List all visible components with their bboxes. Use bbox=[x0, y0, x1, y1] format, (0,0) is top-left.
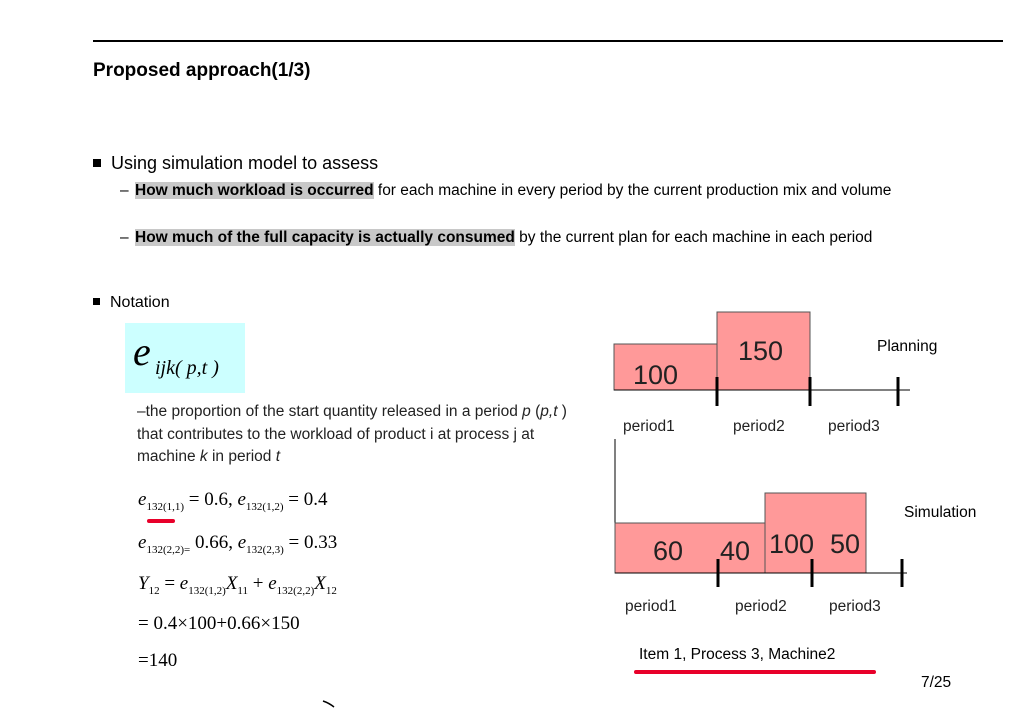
bullet-notation bbox=[93, 294, 170, 312]
sub-bullet-capacity bbox=[120, 227, 980, 249]
simulation-xtick: period1 bbox=[625, 598, 677, 615]
simulation-value-100: 100 bbox=[769, 529, 815, 559]
page-number: 7/25 bbox=[921, 674, 952, 691]
notation-formula-box bbox=[125, 323, 245, 393]
planning-label: Planning bbox=[877, 338, 938, 355]
bullet-text: Using simulation model to assess bbox=[111, 153, 379, 173]
equation-line-3: $Y_{12} = e_{132(1,2)}X_{11} + e_{132(2,2)}X_{12}$ bbox=[138, 573, 337, 597]
simulation-value-50: 50 bbox=[830, 529, 861, 559]
simulation-xtick: period3 bbox=[829, 598, 881, 615]
equation-line-2: $e_{132(2,2)=}$ 0.66, $e_{132(2,3)} = 0.33$ bbox=[138, 532, 338, 556]
planning-xtick: period1 bbox=[623, 418, 675, 435]
simulation-label: Simulation bbox=[904, 504, 977, 521]
dash: – bbox=[120, 182, 129, 199]
underline-mark bbox=[147, 519, 175, 523]
caption-underline bbox=[634, 670, 876, 674]
header-rule bbox=[93, 40, 1003, 42]
simulation-xtick: period2 bbox=[735, 598, 787, 615]
sub-bullet-bold: How much of the full capacity is actually consumed bbox=[135, 229, 515, 246]
equation-line-1: $e_{132(1,1)} = 0.6$, $e_{132(1,2)} = 0.4$ bbox=[138, 489, 328, 513]
chart-caption: Item 1, Process 3, Machine2 bbox=[639, 646, 836, 663]
bullet-text: Notation bbox=[110, 294, 170, 311]
planning-value-100: 100 bbox=[633, 360, 679, 390]
notation-symbol: e bbox=[133, 329, 151, 374]
sub-bullet-workload bbox=[120, 180, 980, 202]
notation-subscript: ijk( p,t ) bbox=[155, 357, 219, 379]
planning-value-150: 150 bbox=[738, 336, 784, 366]
simulation-value-40: 40 bbox=[720, 536, 751, 566]
simulation-value-60: 60 bbox=[653, 536, 684, 566]
sub-bullet-text: by the current plan for each machine in each period bbox=[514, 229, 873, 246]
square-bullet-icon bbox=[93, 159, 101, 167]
sub-bullet-text: for each machine in every period by the current production mix and volume bbox=[373, 182, 892, 199]
planning-xtick: period3 bbox=[828, 418, 880, 435]
planning-xtick: period2 bbox=[733, 418, 785, 435]
dash: – bbox=[120, 229, 129, 246]
simulation-chart bbox=[600, 435, 995, 620]
sub-bullet-bold: How much workload is occurred bbox=[135, 182, 374, 199]
equation-line-4: = 0.4×100+0.66×150 bbox=[138, 613, 300, 634]
stray-mark bbox=[322, 700, 336, 708]
slide-title: Proposed approach(1/3) bbox=[93, 60, 311, 81]
planning-chart bbox=[600, 300, 960, 450]
bullet-simulation bbox=[93, 153, 378, 174]
square-bullet-icon bbox=[93, 298, 100, 305]
equation-line-5: =140 bbox=[138, 650, 178, 671]
notation-description: –the proportion of the start quantity released in a period p (p,t ) that contributes to the workload of product i at process j at machine k in period t bbox=[137, 403, 567, 465]
